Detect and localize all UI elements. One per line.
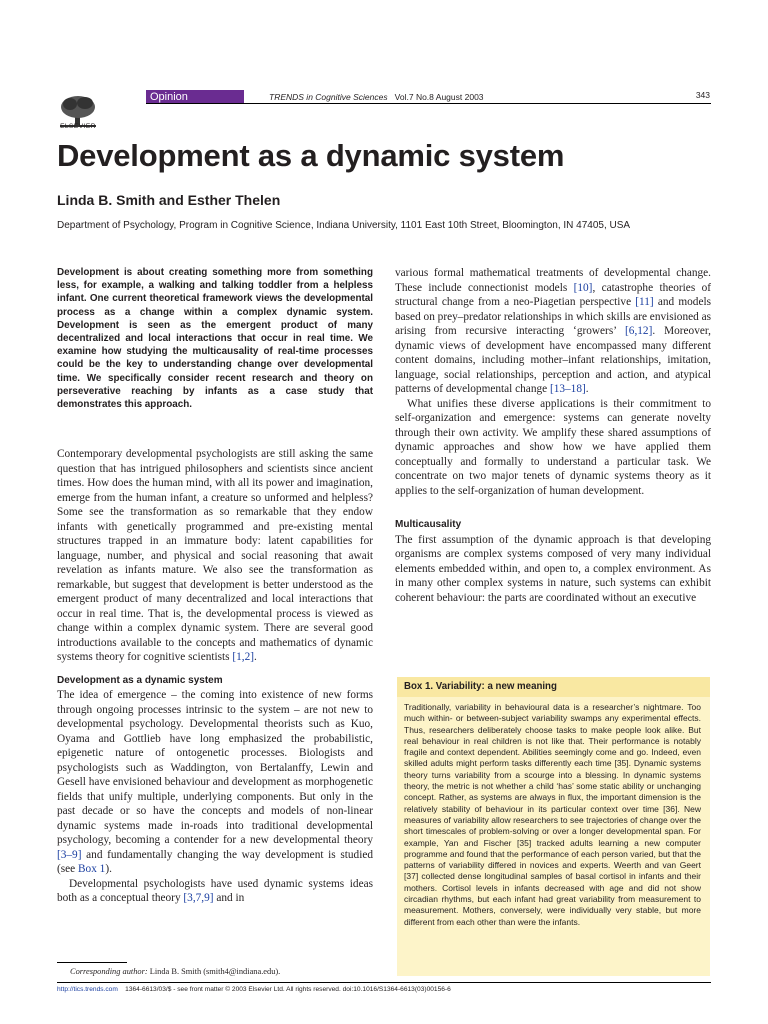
footnote-rule bbox=[57, 962, 127, 963]
citation-link[interactable]: [6,12] bbox=[625, 325, 653, 337]
publisher-name: ELSEVIER bbox=[60, 123, 96, 130]
citation-link[interactable]: [3,7,9] bbox=[183, 892, 214, 904]
journal-url-link[interactable]: http://tics.trends.com bbox=[57, 986, 118, 993]
paragraph: various formal mathematical treatments of developmental change. These include connectionist models [10], catastrophe theories of structural change from a neo-Piagetian perspective [11] and models based on prey–predator relationships in which skills are envisioned as arising from recursive interacting ‘growers’ [6,12]. Moreover, dynamic views of development have encompassed many different content domains, including mother–infant relationships, imitation, language, social relationships, perception and action, and atypical patterns of developmental change [13–18]. bbox=[395, 267, 712, 395]
copyright-doi: 1364-6613/03/$ - see front matter © 2003 Elsevier Ltd. All rights reserved. doi:10.1016/S1364-6613(03)00156-6 bbox=[125, 986, 451, 993]
abstract: Development is about creating something more from something less, for example, a walking and talking toddler from a helpless infant. One current theoretical framework views the developmental process as a change within a complex dynamic system. Development is seen as the emergent product of many decentralized and local interactions that occur in real time. We examine how studying the multicausality of real-time processes could be the key to understanding change over developmental time. We specifically consider recent research and theory on perseverative reaching by infants as a case study that demonstrates this approach. bbox=[57, 267, 373, 411]
citation-link[interactable]: [13–18] bbox=[549, 383, 586, 395]
box-1 bbox=[397, 677, 710, 976]
citation-link[interactable]: [11] bbox=[635, 296, 654, 308]
box-title: Box 1. Variability: a new meaning bbox=[397, 677, 710, 697]
right-column-body bbox=[395, 266, 711, 605]
paragraph: Developmental psychologists have used dynamic systems ideas both as a conceptual theory [3,7,9] and in bbox=[57, 877, 373, 904]
section-label: Opinion bbox=[146, 90, 244, 104]
paragraph: The idea of emergence – the coming into existence of new forms through ongoing processes intrinsic to the system – are not new to developmental psychology. Developmental theorists such as Kuo, Oyama and Gottlieb have long emphasized the probabilistic, epigenetic nature of ontogenetic processes. Biologists and psychologists such as Waddington, von Bertalanffy, Lewin and Gesell have envisioned behaviour and development as morphogenetic fields that unify multiple, underlying components. But only in the past decade or so have the concepts and models of non-linear dynamic systems made in-roads into traditional developmental psychology, becoming a contender for a new developmental theory [3–9] and fundamentally changing the way development is studied (see Box 1). bbox=[57, 689, 373, 875]
citation-link[interactable]: [3–9] bbox=[57, 848, 82, 861]
journal-name: TRENDS in Cognitive Sciences bbox=[269, 92, 388, 102]
corresponding-author-note: Corresponding author: Linda B. Smith (smith4@indiana.edu). bbox=[70, 967, 281, 976]
header-rule bbox=[146, 103, 711, 104]
box-link[interactable]: Box 1 bbox=[78, 863, 106, 875]
citation-link[interactable]: [1,2] bbox=[232, 651, 255, 663]
author-affiliation: Department of Psychology, Program in Cognitive Science, Indiana University, 1101 East 10th Street, Bloomington, IN 47405, USA bbox=[57, 220, 631, 231]
section-heading-dynamic-system: Development as a dynamic system bbox=[57, 674, 223, 686]
section-heading-multicausality: Multicausality bbox=[395, 519, 462, 530]
page-footer bbox=[57, 986, 451, 993]
article-title: Development as a dynamic system bbox=[57, 138, 565, 173]
footer-rule bbox=[57, 982, 711, 983]
journal-info bbox=[269, 92, 484, 102]
article-authors: Linda B. Smith and Esther Thelen bbox=[57, 192, 281, 208]
journal-issue: Vol.7 No.8 August 2003 bbox=[394, 92, 484, 102]
paragraph: What unifies these diverse applications is their commitment to self-organization and emergence: systems can generate novelty through their own activity. We amplify these shared assumptions of dynamic approaches and show how we have applied them conceptually and formally to understand a particular task. We concentrate on two major tenets of dynamic systems theory as it applies to the self-organization of human development. bbox=[395, 397, 711, 497]
intro-paragraph: Contemporary developmental psychologists are still asking the same question that has intrigued philosophers and scientists since ancient times. How does the human mind, with all its power and imagination, emerge from the human infant, a creature so unformed and helpless? Some see the transformation as so remarkable that they endow infants with genetically programmed and pre-existing mental structures trapped in an immature body: latent capabilities for language, number, and physical and social reasoning that await revelation as infants mature. We also see the transformation as remarkable, but suggest that development is better understood as the emergent product of many decentralized and local interactions that occur in real time. That is, the developmental process is viewed as change within a complex dynamic system. There are several good introductions available to the concepts and mathematics of dynamic systems theory for cognitive scientists [1,2]. bbox=[57, 448, 373, 663]
citation-link[interactable]: [10] bbox=[573, 281, 593, 294]
left-column-body bbox=[57, 447, 373, 906]
page-number: 343 bbox=[695, 90, 710, 100]
paragraph: The first assumption of the dynamic approach is that developing organisms are complex systems composed of very many individual elements embedded within, and open to, a complex environment. As in many other complex systems in nature, such systems can exhibit coherent behaviour: the parts are coordinated without an executive bbox=[395, 533, 711, 604]
box-text: Traditionally, variability in behavioural data is a researcher’s nightmare. Too much within- or between-subject variability swamps any experimental effects. Thus, researchers deliberately choose tasks to make people look alike. But real behaviour in real children is not like that. Their performance is notably fragile and context dependent. Abilities seemingly come and go. Indeed, even skilled adults might perform tasks differently each time [35]. Dynamic systems theory turns variability from a scourge into a blessing. In dynamic systems theory, the metric is not whether a child ‘has’ some static ability or unchanging concept. Rather, as systems are always in flux, the important dimension is the relatively stability of behaviour in its particular context over time [36]. New measures of variability allow researchers to see trajectories of change over the short timescales of problem-solving or over a longer developmental span. For example, Yan and Fischer [35] tracked adults learning a new computer programme and found that the performance of each person varied, but that the patterns of variability differed in novices and experts. Weerth and van Geert [37] collected dense longitudinal samples of basal cortisol in infants and their mothers. Cortisol levels in infants decreased with age and did not show circadian rhythms, but each infant had great variability from measurement to measurement. Mothers, conversely, were individually very stable, but more different from each other than were the infants. bbox=[404, 702, 701, 927]
